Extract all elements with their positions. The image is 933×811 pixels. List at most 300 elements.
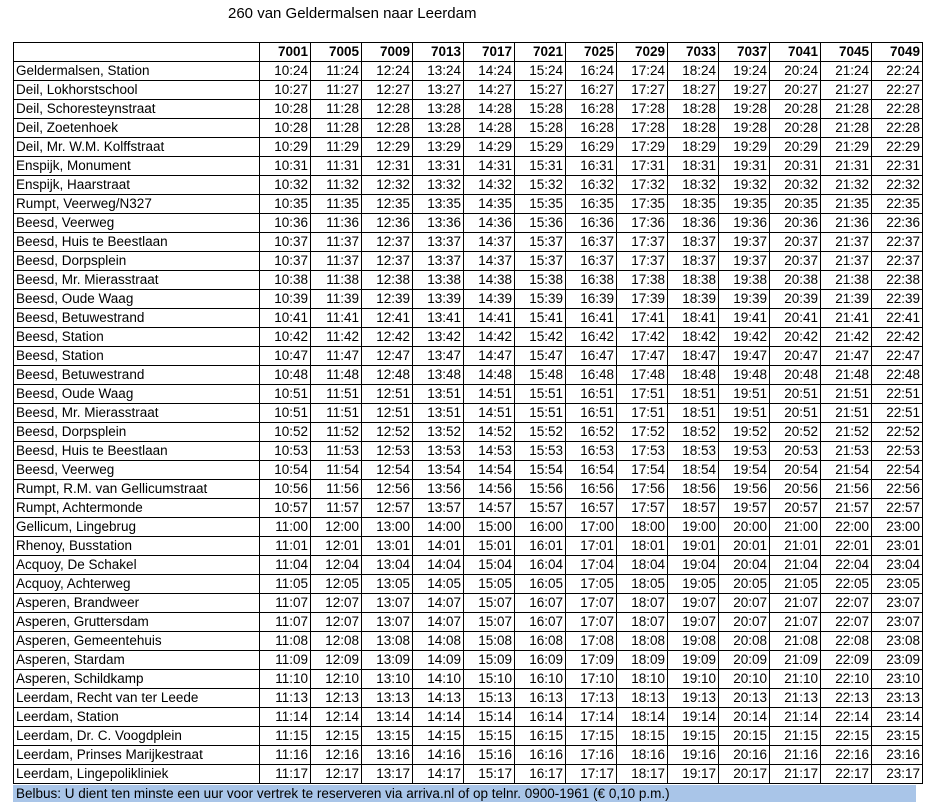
- departure-time: 14:17: [413, 765, 464, 784]
- departure-time: 19:52: [719, 423, 770, 442]
- departure-time: 14:08: [413, 632, 464, 651]
- departure-time: 19:14: [668, 708, 719, 727]
- departure-time: 18:51: [668, 404, 719, 423]
- departure-time: 15:35: [515, 195, 566, 214]
- table-row: [14, 176, 923, 195]
- departure-time: 22:56: [872, 480, 923, 499]
- departure-time: 10:51: [260, 404, 311, 423]
- stop-name: Beesd, Dorpsplein: [14, 423, 260, 442]
- departure-time: 11:10: [260, 670, 311, 689]
- departure-time: 21:39: [821, 290, 872, 309]
- departure-time: 19:38: [719, 271, 770, 290]
- departure-time: 15:57: [515, 499, 566, 518]
- departure-time: 20:04: [719, 556, 770, 575]
- departure-time: 14:24: [464, 62, 515, 81]
- departure-time: 21:35: [821, 195, 872, 214]
- departure-time: 21:00: [770, 518, 821, 537]
- table-row: [14, 537, 923, 556]
- departure-time: 21:37: [821, 252, 872, 271]
- stop-name: Rhenoy, Busstation: [14, 537, 260, 556]
- departure-time: 15:07: [464, 613, 515, 632]
- departure-time: 16:35: [566, 195, 617, 214]
- departure-time: 21:10: [770, 670, 821, 689]
- departure-time: 16:52: [566, 423, 617, 442]
- departure-time: 17:08: [566, 632, 617, 651]
- trip-number-header: 7041: [770, 43, 821, 62]
- departure-time: 15:29: [515, 138, 566, 157]
- departure-time: 16:37: [566, 252, 617, 271]
- departure-time: 18:47: [668, 347, 719, 366]
- departure-time: 10:35: [260, 195, 311, 214]
- departure-time: 14:54: [464, 461, 515, 480]
- departure-time: 20:41: [770, 309, 821, 328]
- departure-time: 16:36: [566, 214, 617, 233]
- departure-time: 11:54: [311, 461, 362, 480]
- departure-time: 13:54: [413, 461, 464, 480]
- departure-time: 11:35: [311, 195, 362, 214]
- departure-time: 16:48: [566, 366, 617, 385]
- departure-time: 13:27: [413, 81, 464, 100]
- departure-time: 19:41: [719, 309, 770, 328]
- departure-time: 20:51: [770, 404, 821, 423]
- departure-time: 10:42: [260, 328, 311, 347]
- table-row: [14, 556, 923, 575]
- departure-time: 13:38: [413, 271, 464, 290]
- departure-time: 22:05: [821, 575, 872, 594]
- departure-time: 18:31: [668, 157, 719, 176]
- departure-time: 12:08: [311, 632, 362, 651]
- departure-time: 18:00: [617, 518, 668, 537]
- departure-time: 14:41: [464, 309, 515, 328]
- departure-time: 21:14: [770, 708, 821, 727]
- departure-time: 18:37: [668, 252, 719, 271]
- departure-time: 20:31: [770, 157, 821, 176]
- departure-time: 12:13: [311, 689, 362, 708]
- departure-time: 12:51: [362, 404, 413, 423]
- departure-time: 17:01: [566, 537, 617, 556]
- departure-time: 19:05: [668, 575, 719, 594]
- departure-time: 16:05: [515, 575, 566, 594]
- departure-time: 21:01: [770, 537, 821, 556]
- departure-time: 21:52: [821, 423, 872, 442]
- departure-time: 13:36: [413, 214, 464, 233]
- departure-time: 22:28: [872, 100, 923, 119]
- departure-time: 12:24: [362, 62, 413, 81]
- departure-time: 15:56: [515, 480, 566, 499]
- departure-time: 14:16: [413, 746, 464, 765]
- departure-time: 14:39: [464, 290, 515, 309]
- trip-number-header: 7029: [617, 43, 668, 62]
- departure-time: 22:53: [872, 442, 923, 461]
- departure-time: 11:52: [311, 423, 362, 442]
- departure-time: 13:16: [362, 746, 413, 765]
- stop-name: Beesd, Oude Waag: [14, 290, 260, 309]
- departure-time: 17:37: [617, 252, 668, 271]
- departure-time: 13:42: [413, 328, 464, 347]
- departure-time: 17:29: [617, 138, 668, 157]
- departure-time: 19:08: [668, 632, 719, 651]
- stop-name: Rumpt, Veerweg/N327: [14, 195, 260, 214]
- stop-name: Asperen, Gemeentehuis: [14, 632, 260, 651]
- departure-time: 22:01: [821, 537, 872, 556]
- stop-column-header: [14, 43, 260, 62]
- page-title: 260 van Geldermalsen naar Leerdam: [228, 5, 477, 22]
- departure-time: 14:47: [464, 347, 515, 366]
- trip-number-header: 7017: [464, 43, 515, 62]
- departure-time: 13:28: [413, 119, 464, 138]
- departure-time: 12:37: [362, 233, 413, 252]
- table-row: [14, 480, 923, 499]
- departure-time: 13:48: [413, 366, 464, 385]
- departure-time: 16:08: [515, 632, 566, 651]
- departure-time: 11:57: [311, 499, 362, 518]
- departure-time: 17:42: [617, 328, 668, 347]
- departure-time: 12:42: [362, 328, 413, 347]
- departure-time: 19:51: [719, 404, 770, 423]
- departure-time: 18:10: [617, 670, 668, 689]
- departure-time: 16:53: [566, 442, 617, 461]
- departure-time: 20:10: [719, 670, 770, 689]
- departure-time: 15:47: [515, 347, 566, 366]
- departure-time: 23:05: [872, 575, 923, 594]
- departure-time: 18:57: [668, 499, 719, 518]
- departure-time: 19:32: [719, 176, 770, 195]
- table-row: [14, 632, 923, 651]
- departure-time: 21:36: [821, 214, 872, 233]
- departure-time: 11:16: [260, 746, 311, 765]
- departure-time: 14:14: [413, 708, 464, 727]
- departure-time: 15:14: [464, 708, 515, 727]
- departure-time: 17:07: [566, 594, 617, 613]
- departure-time: 21:32: [821, 176, 872, 195]
- departure-time: 14:27: [464, 81, 515, 100]
- departure-time: 16:17: [515, 765, 566, 784]
- departure-time: 11:31: [311, 157, 362, 176]
- departure-time: 16:07: [515, 613, 566, 632]
- departure-time: 10:27: [260, 81, 311, 100]
- departure-time: 15:24: [515, 62, 566, 81]
- departure-time: 23:10: [872, 670, 923, 689]
- departure-time: 13:14: [362, 708, 413, 727]
- stop-name: Leerdam, Prinses Marijkestraat: [14, 746, 260, 765]
- departure-time: 21:24: [821, 62, 872, 81]
- departure-time: 20:27: [770, 81, 821, 100]
- departure-time: 22:52: [872, 423, 923, 442]
- departure-time: 20:29: [770, 138, 821, 157]
- departure-time: 21:41: [821, 309, 872, 328]
- departure-time: 17:10: [566, 670, 617, 689]
- departure-time: 19:53: [719, 442, 770, 461]
- stop-name: Beesd, Station: [14, 347, 260, 366]
- departure-time: 10:31: [260, 157, 311, 176]
- departure-time: 19:47: [719, 347, 770, 366]
- departure-time: 12:31: [362, 157, 413, 176]
- departure-time: 16:13: [515, 689, 566, 708]
- departure-time: 19:51: [719, 385, 770, 404]
- departure-time: 19:17: [668, 765, 719, 784]
- departure-time: 10:24: [260, 62, 311, 81]
- departure-time: 19:29: [719, 138, 770, 157]
- departure-time: 14:00: [413, 518, 464, 537]
- departure-time: 17:00: [566, 518, 617, 537]
- departure-time: 15:42: [515, 328, 566, 347]
- departure-time: 20:56: [770, 480, 821, 499]
- departure-time: 22:51: [872, 404, 923, 423]
- departure-time: 22:09: [821, 651, 872, 670]
- departure-time: 11:48: [311, 366, 362, 385]
- departure-time: 20:14: [719, 708, 770, 727]
- departure-time: 18:01: [617, 537, 668, 556]
- departure-time: 14:13: [413, 689, 464, 708]
- departure-time: 17:51: [617, 385, 668, 404]
- departure-time: 21:16: [770, 746, 821, 765]
- departure-time: 22:07: [821, 594, 872, 613]
- departure-time: 16:57: [566, 499, 617, 518]
- departure-time: 20:32: [770, 176, 821, 195]
- table-row: [14, 100, 923, 119]
- departure-time: 14:37: [464, 233, 515, 252]
- stop-name: Enspijk, Haarstraat: [14, 176, 260, 195]
- departure-time: 22:17: [821, 765, 872, 784]
- departure-time: 13:08: [362, 632, 413, 651]
- departure-time: 18:48: [668, 366, 719, 385]
- departure-time: 23:13: [872, 689, 923, 708]
- departure-time: 13:53: [413, 442, 464, 461]
- departure-time: 13:37: [413, 233, 464, 252]
- departure-time: 14:10: [413, 670, 464, 689]
- departure-time: 15:28: [515, 100, 566, 119]
- departure-time: 12:17: [311, 765, 362, 784]
- departure-time: 12:07: [311, 594, 362, 613]
- table-row: [14, 499, 923, 518]
- departure-time: 13:41: [413, 309, 464, 328]
- departure-time: 18:05: [617, 575, 668, 594]
- table-row: [14, 271, 923, 290]
- departure-time: 23:00: [872, 518, 923, 537]
- departure-time: 10:48: [260, 366, 311, 385]
- departure-time: 20:13: [719, 689, 770, 708]
- departure-time: 19:00: [668, 518, 719, 537]
- stop-name: Deil, Schoresteynstraat: [14, 100, 260, 119]
- departure-time: 15:27: [515, 81, 566, 100]
- departure-time: 13:00: [362, 518, 413, 537]
- departure-time: 20:39: [770, 290, 821, 309]
- departure-time: 20:54: [770, 461, 821, 480]
- departure-time: 20:00: [719, 518, 770, 537]
- departure-time: 15:07: [464, 594, 515, 613]
- table-row: [14, 328, 923, 347]
- departure-time: 15:10: [464, 670, 515, 689]
- departure-time: 17:56: [617, 480, 668, 499]
- departure-time: 17:28: [617, 100, 668, 119]
- table-row: [14, 119, 923, 138]
- departure-time: 22:08: [821, 632, 872, 651]
- departure-time: 11:09: [260, 651, 311, 670]
- departure-time: 15:51: [515, 385, 566, 404]
- departure-time: 18:42: [668, 328, 719, 347]
- departure-time: 16:39: [566, 290, 617, 309]
- departure-time: 12:09: [311, 651, 362, 670]
- trip-number-header: 7021: [515, 43, 566, 62]
- departure-time: 14:15: [413, 727, 464, 746]
- departure-time: 21:56: [821, 480, 872, 499]
- departure-time: 12:14: [311, 708, 362, 727]
- departure-time: 12:39: [362, 290, 413, 309]
- departure-time: 17:47: [617, 347, 668, 366]
- departure-time: 12:16: [311, 746, 362, 765]
- departure-time: 19:56: [719, 480, 770, 499]
- departure-time: 18:24: [668, 62, 719, 81]
- table-row: [14, 309, 923, 328]
- departure-time: 20:28: [770, 119, 821, 138]
- departure-time: 16:07: [515, 594, 566, 613]
- departure-time: 12:52: [362, 423, 413, 442]
- stop-name: Beesd, Veerweg: [14, 214, 260, 233]
- stop-name: Beesd, Huis te Beestlaan: [14, 442, 260, 461]
- departure-time: 11:29: [311, 138, 362, 157]
- departure-time: 18:28: [668, 100, 719, 119]
- stop-name: Asperen, Schildkamp: [14, 670, 260, 689]
- departure-time: 21:28: [821, 119, 872, 138]
- stop-name: Beesd, Huis te Beestlaan: [14, 233, 260, 252]
- departure-time: 21:38: [821, 271, 872, 290]
- departure-time: 22:07: [821, 613, 872, 632]
- departure-time: 15:16: [464, 746, 515, 765]
- departure-time: 14:48: [464, 366, 515, 385]
- departure-time: 18:41: [668, 309, 719, 328]
- departure-time: 22:57: [872, 499, 923, 518]
- departure-time: 20:24: [770, 62, 821, 81]
- departure-time: 18:14: [617, 708, 668, 727]
- departure-time: 19:01: [668, 537, 719, 556]
- departure-time: 10:47: [260, 347, 311, 366]
- departure-time: 12:47: [362, 347, 413, 366]
- departure-time: 22:14: [821, 708, 872, 727]
- departure-time: 11:13: [260, 689, 311, 708]
- departure-time: 13:05: [362, 575, 413, 594]
- table-row: [14, 670, 923, 689]
- trip-number-header: 7009: [362, 43, 413, 62]
- departure-time: 15:05: [464, 575, 515, 594]
- departure-time: 20:37: [770, 252, 821, 271]
- departure-time: 20:08: [719, 632, 770, 651]
- departure-time: 16:41: [566, 309, 617, 328]
- departure-time: 13:01: [362, 537, 413, 556]
- departure-time: 17:37: [617, 233, 668, 252]
- departure-time: 14:07: [413, 594, 464, 613]
- table-row: [14, 575, 923, 594]
- departure-time: 17:48: [617, 366, 668, 385]
- table-row: [14, 404, 923, 423]
- departure-time: 18:54: [668, 461, 719, 480]
- departure-time: 13:51: [413, 385, 464, 404]
- departure-time: 10:36: [260, 214, 311, 233]
- departure-time: 19:27: [719, 81, 770, 100]
- departure-time: 11:15: [260, 727, 311, 746]
- table-row: [14, 157, 923, 176]
- departure-time: 19:15: [668, 727, 719, 746]
- departure-time: 16:29: [566, 138, 617, 157]
- departure-time: 18:36: [668, 214, 719, 233]
- departure-time: 15:00: [464, 518, 515, 537]
- departure-time: 11:27: [311, 81, 362, 100]
- stop-name: Gellicum, Lingebrug: [14, 518, 260, 537]
- departure-time: 11:51: [311, 385, 362, 404]
- departure-time: 18:51: [668, 385, 719, 404]
- departure-time: 20:16: [719, 746, 770, 765]
- departure-time: 13:39: [413, 290, 464, 309]
- footer-note: Belbus: U dient ten minste een uur voor vertrek te reserveren via arriva.nl of op telnr. 0900-1961 (€ 0,10 p.m.): [13, 785, 916, 802]
- departure-time: 11:37: [311, 252, 362, 271]
- departure-time: 13:35: [413, 195, 464, 214]
- departure-time: 17:28: [617, 119, 668, 138]
- departure-time: 10:38: [260, 271, 311, 290]
- departure-time: 22:29: [872, 138, 923, 157]
- departure-time: 23:14: [872, 708, 923, 727]
- departure-time: 14:07: [413, 613, 464, 632]
- departure-time: 16:10: [515, 670, 566, 689]
- stop-name: Asperen, Brandweer: [14, 594, 260, 613]
- departure-time: 21:07: [770, 613, 821, 632]
- departure-time: 20:07: [719, 594, 770, 613]
- departure-time: 20:35: [770, 195, 821, 214]
- stop-name: Beesd, Station: [14, 328, 260, 347]
- departure-time: 11:28: [311, 119, 362, 138]
- stop-name: Leerdam, Station: [14, 708, 260, 727]
- departure-time: 15:37: [515, 233, 566, 252]
- stop-name: Asperen, Gruttersdam: [14, 613, 260, 632]
- departure-time: 22:32: [872, 176, 923, 195]
- departure-time: 19:09: [668, 651, 719, 670]
- departure-time: 16:09: [515, 651, 566, 670]
- departure-time: 11:07: [260, 613, 311, 632]
- stop-name: Rumpt, Achtermonde: [14, 499, 260, 518]
- departure-time: 14:36: [464, 214, 515, 233]
- table-row: [14, 594, 923, 613]
- departure-time: 13:47: [413, 347, 464, 366]
- table-row: [14, 233, 923, 252]
- departure-time: 22:47: [872, 347, 923, 366]
- departure-time: 11:17: [260, 765, 311, 784]
- departure-time: 11:41: [311, 309, 362, 328]
- departure-time: 11:01: [260, 537, 311, 556]
- trip-number-header: 7033: [668, 43, 719, 62]
- departure-time: 17:24: [617, 62, 668, 81]
- departure-time: 19:16: [668, 746, 719, 765]
- departure-time: 16:38: [566, 271, 617, 290]
- departure-time: 23:04: [872, 556, 923, 575]
- departure-time: 21:47: [821, 347, 872, 366]
- departure-time: 13:10: [362, 670, 413, 689]
- departure-time: 19:35: [719, 195, 770, 214]
- departure-time: 11:37: [311, 233, 362, 252]
- departure-time: 18:27: [668, 81, 719, 100]
- departure-time: 23:15: [872, 727, 923, 746]
- departure-time: 11:00: [260, 518, 311, 537]
- departure-time: 18:04: [617, 556, 668, 575]
- departure-time: 16:56: [566, 480, 617, 499]
- departure-time: 16:32: [566, 176, 617, 195]
- departure-time: 18:17: [617, 765, 668, 784]
- departure-time: 20:52: [770, 423, 821, 442]
- stop-name: Deil, Lokhorstschool: [14, 81, 260, 100]
- departure-time: 13:57: [413, 499, 464, 518]
- stop-name: Deil, Mr. W.M. Kolffstraat: [14, 138, 260, 157]
- departure-time: 22:13: [821, 689, 872, 708]
- departure-time: 22:51: [872, 385, 923, 404]
- departure-time: 14:35: [464, 195, 515, 214]
- departure-time: 22:04: [821, 556, 872, 575]
